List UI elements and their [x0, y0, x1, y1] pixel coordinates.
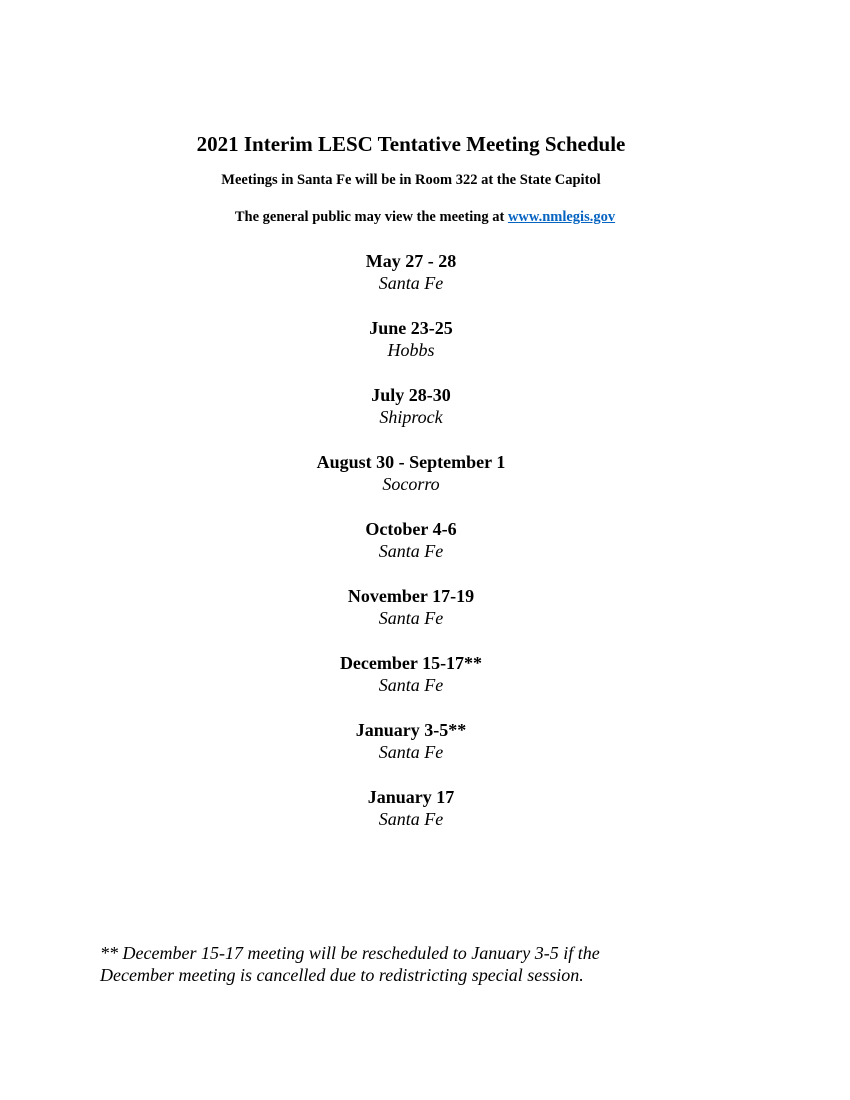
meeting-date: December 15-17**	[339, 653, 483, 673]
meeting-location: Hobbs	[387, 340, 435, 360]
meeting-item	[0, 719, 822, 786]
meeting-location: Santa Fe	[378, 541, 444, 561]
meeting-schedule	[0, 250, 822, 853]
meeting-location: Santa Fe	[378, 675, 444, 695]
meeting-date: November 17-19	[347, 586, 475, 606]
meeting-location: Santa Fe	[378, 742, 444, 762]
meeting-date: January 17	[367, 787, 455, 807]
meeting-item	[0, 451, 822, 518]
meeting-location: Shiprock	[379, 407, 443, 427]
footnote-line-1: ** December 15-17 meeting will be rescheduled to January 3-5 if the	[100, 943, 600, 963]
location-note: Meetings in Santa Fe will be in Room 322 at the State Capitol	[221, 172, 601, 188]
meeting-item	[0, 317, 822, 384]
public-viewing-text: The general public may view the meeting at	[234, 209, 508, 225]
meeting-item	[0, 786, 822, 853]
meeting-date: June 23-25	[369, 318, 453, 338]
meeting-location: Santa Fe	[378, 273, 444, 293]
meeting-location: Socorro	[382, 474, 440, 494]
meeting-date: October 4-6	[365, 519, 457, 539]
meeting-date: August 30 - September 1	[316, 452, 506, 472]
public-viewing-note	[0, 208, 850, 226]
page-title: 2021 Interim LESC Tentative Meeting Schedule	[196, 132, 626, 156]
meeting-item	[0, 384, 822, 451]
meeting-date: July 28-30	[371, 385, 451, 405]
meeting-item	[0, 518, 822, 585]
meeting-location: Santa Fe	[378, 809, 444, 829]
meeting-item	[0, 585, 822, 652]
meeting-item	[0, 652, 822, 719]
meeting-date: January 3-5**	[355, 720, 467, 740]
nmlegis-link[interactable]: www.nmlegis.gov	[507, 209, 616, 225]
meeting-item	[0, 250, 822, 317]
footnote	[100, 942, 720, 986]
footnote-line-2: December meeting is cancelled due to redistricting special session.	[100, 965, 584, 985]
meeting-date: May 27 - 28	[365, 251, 457, 271]
meeting-location: Santa Fe	[378, 608, 444, 628]
